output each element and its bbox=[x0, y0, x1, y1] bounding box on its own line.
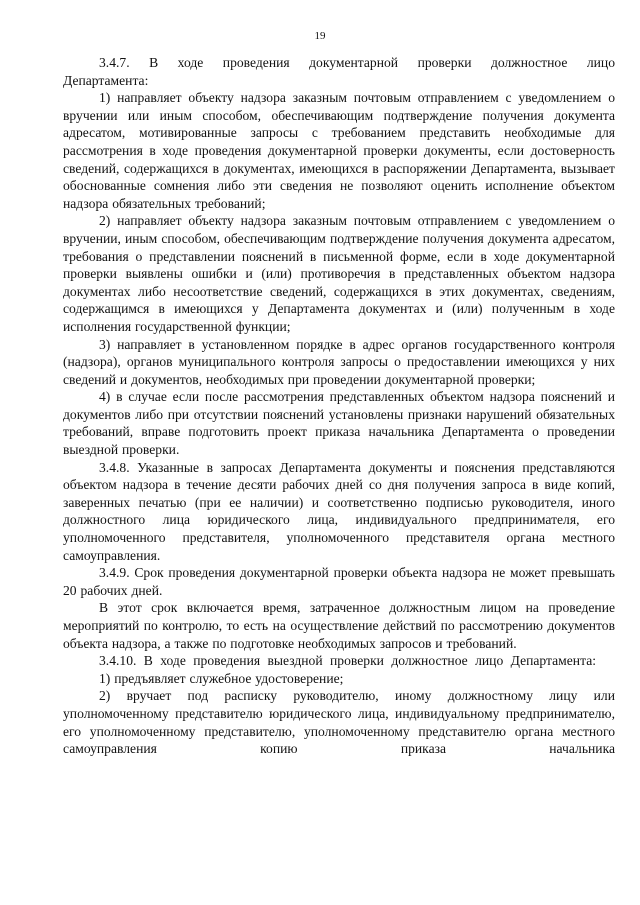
clause-3-4-9: 3.4.9. Срок проведения документарной проверки объекта надзора не может превышать 20 рабочих дней. bbox=[63, 565, 615, 598]
clause-3-4-9-continuation: В этот срок включается время, затраченное должностным лицом на проведение мероприятий по контролю, то есть на осуществление действий по рассмотрению документов объекта надзора, а также по подготовке необходимых запросов и требований. bbox=[63, 600, 615, 651]
clause-3-4-7: 3.4.7. В ходе проведения документарной проверки должностное лицо Департамента: bbox=[63, 55, 615, 88]
clause-3-4-10-item-2: 2) вручает под расписку руководителю, иному должностному лицу или уполномоченному представителю юридического лица, индивидуальному предпринимателю, его уполномоченному представителю, уполномоченному представителю органа местного самоуправления копию приказа начальника bbox=[63, 688, 615, 757]
clause-3-4-10: 3.4.10. В ходе проведения выездной проверки должностное лицо Департамента: bbox=[99, 653, 597, 669]
clause-3-4-8: 3.4.8. Указанные в запросах Департамента документы и пояснения представляются объектом надзора в течение десяти рабочих дней со дня получения запроса в виде копий, заверенных печатью (при ее наличии) и соответственно подписью руководителя, иного должностного лица юридического лица, индивидуального предпринимателя, его уполномоченного представителя, уполномоченного представителя органа местного самоуправления. bbox=[63, 459, 615, 563]
clause-3-4-7-item-2: 2) направляет объекту надзора заказным почтовым отправлением с уведомлением о вручении, иным способом, обеспечивающим подтверждение получения документа адресатом, требования о представлении пояснений в письменной форме, если в ходе документарной проверки выявлены ошибки и (или) противоречия в представленных объектом надзора документах либо несоответствие сведений, содержащихся в этих документах, сведениям, содержащимся в имеющихся у Департамента документах и (или) полученным в ходе исполнения государственной функции; bbox=[63, 213, 615, 334]
clause-3-4-7-item-3: 3) направляет в установленном порядке в адрес органов государственного контроля (надзора), органов муниципального контроля запросы о предоставлении имеющихся у них сведений и документов, необходимых при проведении документарной проверки; bbox=[63, 336, 615, 387]
clause-3-4-7-item-1: 1) направляет объекту надзора заказным почтовым отправлением с уведомлением о вручении или иным способом, обеспечивающим подтверждение получения документа адресатом, мотивированные запросы с требованием представить необходимые для рассмотрения в ходе проведения документарной проверки документы, если достоверность сведений, содержащихся в документах, имеющихся в распоряжении Департамента, вызывает обоснованные сомнения либо эти сведения не позволяют оценить исполнение объектом надзора обязательных требований; bbox=[63, 90, 615, 211]
clause-3-4-10-item-1: 1) предъявляет служебное удостоверение; bbox=[99, 670, 344, 686]
page-number: 19 bbox=[314, 30, 326, 42]
clause-3-4-7-item-4: 4) в случае если после рассмотрения представленных объектом надзора пояснений и документов либо при отсутствии пояснений установлены признаки нарушений обязательных требований, вправе подготовить проект приказа начальника Департамента о проведении выездной проверки. bbox=[63, 389, 615, 458]
document-body bbox=[63, 54, 615, 758]
